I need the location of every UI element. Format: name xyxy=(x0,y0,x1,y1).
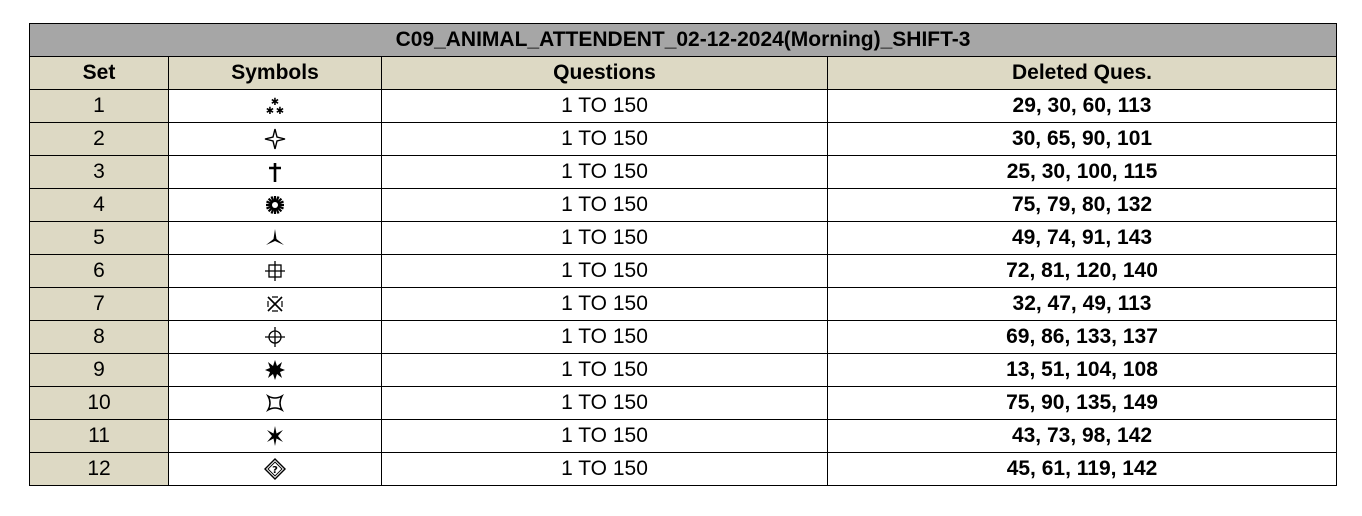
deleted-questions: 13, 51, 104, 108 xyxy=(828,354,1337,387)
set-number: 10 xyxy=(30,387,169,420)
questions-range: 1 TO 150 xyxy=(382,90,828,123)
deleted-questions: 69, 86, 133, 137 xyxy=(828,321,1337,354)
table-row xyxy=(30,90,1337,123)
deleted-questions: 32, 47, 49, 113 xyxy=(828,288,1337,321)
concave-square-icon xyxy=(264,392,286,414)
table-row xyxy=(30,420,1337,453)
deleted-questions: 75, 90, 135, 149 xyxy=(828,387,1337,420)
flower-burst-icon xyxy=(264,194,286,216)
set-number: 11 xyxy=(30,420,169,453)
svg-text:?: ? xyxy=(272,465,278,477)
header-symbols: Symbols xyxy=(169,57,382,90)
symbol-cell xyxy=(169,189,382,222)
table-title: C09_ANIMAL_ATTENDENT_02-12-2024(Morning)_SHIFT-3 xyxy=(30,24,1337,57)
saltire-icon xyxy=(264,293,286,315)
questions-range: 1 TO 150 xyxy=(382,255,828,288)
svg-text:✱: ✱ xyxy=(270,97,280,109)
table-row xyxy=(30,189,1337,222)
table-row xyxy=(30,288,1337,321)
questions-range: 1 TO 150 xyxy=(382,420,828,453)
questions-range: 1 TO 150 xyxy=(382,288,828,321)
set-number: 9 xyxy=(30,354,169,387)
questions-range: 1 TO 150 xyxy=(382,321,828,354)
three-asterisks-icon xyxy=(264,95,286,117)
symbol-cell xyxy=(169,354,382,387)
title-row xyxy=(30,24,1337,57)
table-row xyxy=(30,255,1337,288)
three-point-star-icon xyxy=(264,227,286,249)
questions-range: 1 TO 150 xyxy=(382,156,828,189)
questions-range: 1 TO 150 xyxy=(382,189,828,222)
sunburst-icon xyxy=(264,359,286,381)
symbol-cell xyxy=(169,321,382,354)
squared-crosshair-icon xyxy=(264,260,286,282)
symbol-cell xyxy=(169,453,382,486)
deleted-questions: 49, 74, 91, 143 xyxy=(828,222,1337,255)
set-number: 7 xyxy=(30,288,169,321)
symbol-cell xyxy=(169,255,382,288)
symbol-cell xyxy=(169,387,382,420)
dagger-icon xyxy=(264,161,286,183)
deleted-questions: 45, 61, 119, 142 xyxy=(828,453,1337,486)
table-row xyxy=(30,453,1337,486)
set-number: 3 xyxy=(30,156,169,189)
table-row xyxy=(30,123,1337,156)
table-row xyxy=(30,222,1337,255)
questions-range: 1 TO 150 xyxy=(382,354,828,387)
header-questions: Questions xyxy=(382,57,828,90)
set-number: 5 xyxy=(30,222,169,255)
table-row xyxy=(30,354,1337,387)
svg-text:✱: ✱ xyxy=(275,106,285,118)
set-number: 2 xyxy=(30,123,169,156)
deleted-questions: 75, 79, 80, 132 xyxy=(828,189,1337,222)
symbol-cell xyxy=(169,420,382,453)
header-deleted: Deleted Ques. xyxy=(828,57,1337,90)
set-number: 12 xyxy=(30,453,169,486)
header-row xyxy=(30,57,1337,90)
set-number: 8 xyxy=(30,321,169,354)
table-row xyxy=(30,321,1337,354)
crosshair-icon xyxy=(264,326,286,348)
questions-range: 1 TO 150 xyxy=(382,453,828,486)
deleted-questions: 30, 65, 90, 101 xyxy=(828,123,1337,156)
svg-text:✱: ✱ xyxy=(265,106,275,118)
deleted-questions: 72, 81, 120, 140 xyxy=(828,255,1337,288)
deleted-questions: 43, 73, 98, 142 xyxy=(828,420,1337,453)
symbol-cell xyxy=(169,156,382,189)
deleted-questions-table xyxy=(29,23,1337,486)
diamond-question-icon xyxy=(264,458,286,480)
symbol-cell xyxy=(169,288,382,321)
set-number: 4 xyxy=(30,189,169,222)
set-number: 1 xyxy=(30,90,169,123)
symbol-cell xyxy=(169,222,382,255)
four-point-star-icon xyxy=(264,128,286,150)
symbol-cell xyxy=(169,123,382,156)
table-row xyxy=(30,156,1337,189)
questions-range: 1 TO 150 xyxy=(382,387,828,420)
symbol-cell xyxy=(169,90,382,123)
deleted-questions: 25, 30, 100, 115 xyxy=(828,156,1337,189)
six-point-star-icon xyxy=(264,425,286,447)
header-set: Set xyxy=(30,57,169,90)
table-row xyxy=(30,387,1337,420)
questions-range: 1 TO 150 xyxy=(382,123,828,156)
deleted-questions: 29, 30, 60, 113 xyxy=(828,90,1337,123)
set-number: 6 xyxy=(30,255,169,288)
questions-range: 1 TO 150 xyxy=(382,222,828,255)
